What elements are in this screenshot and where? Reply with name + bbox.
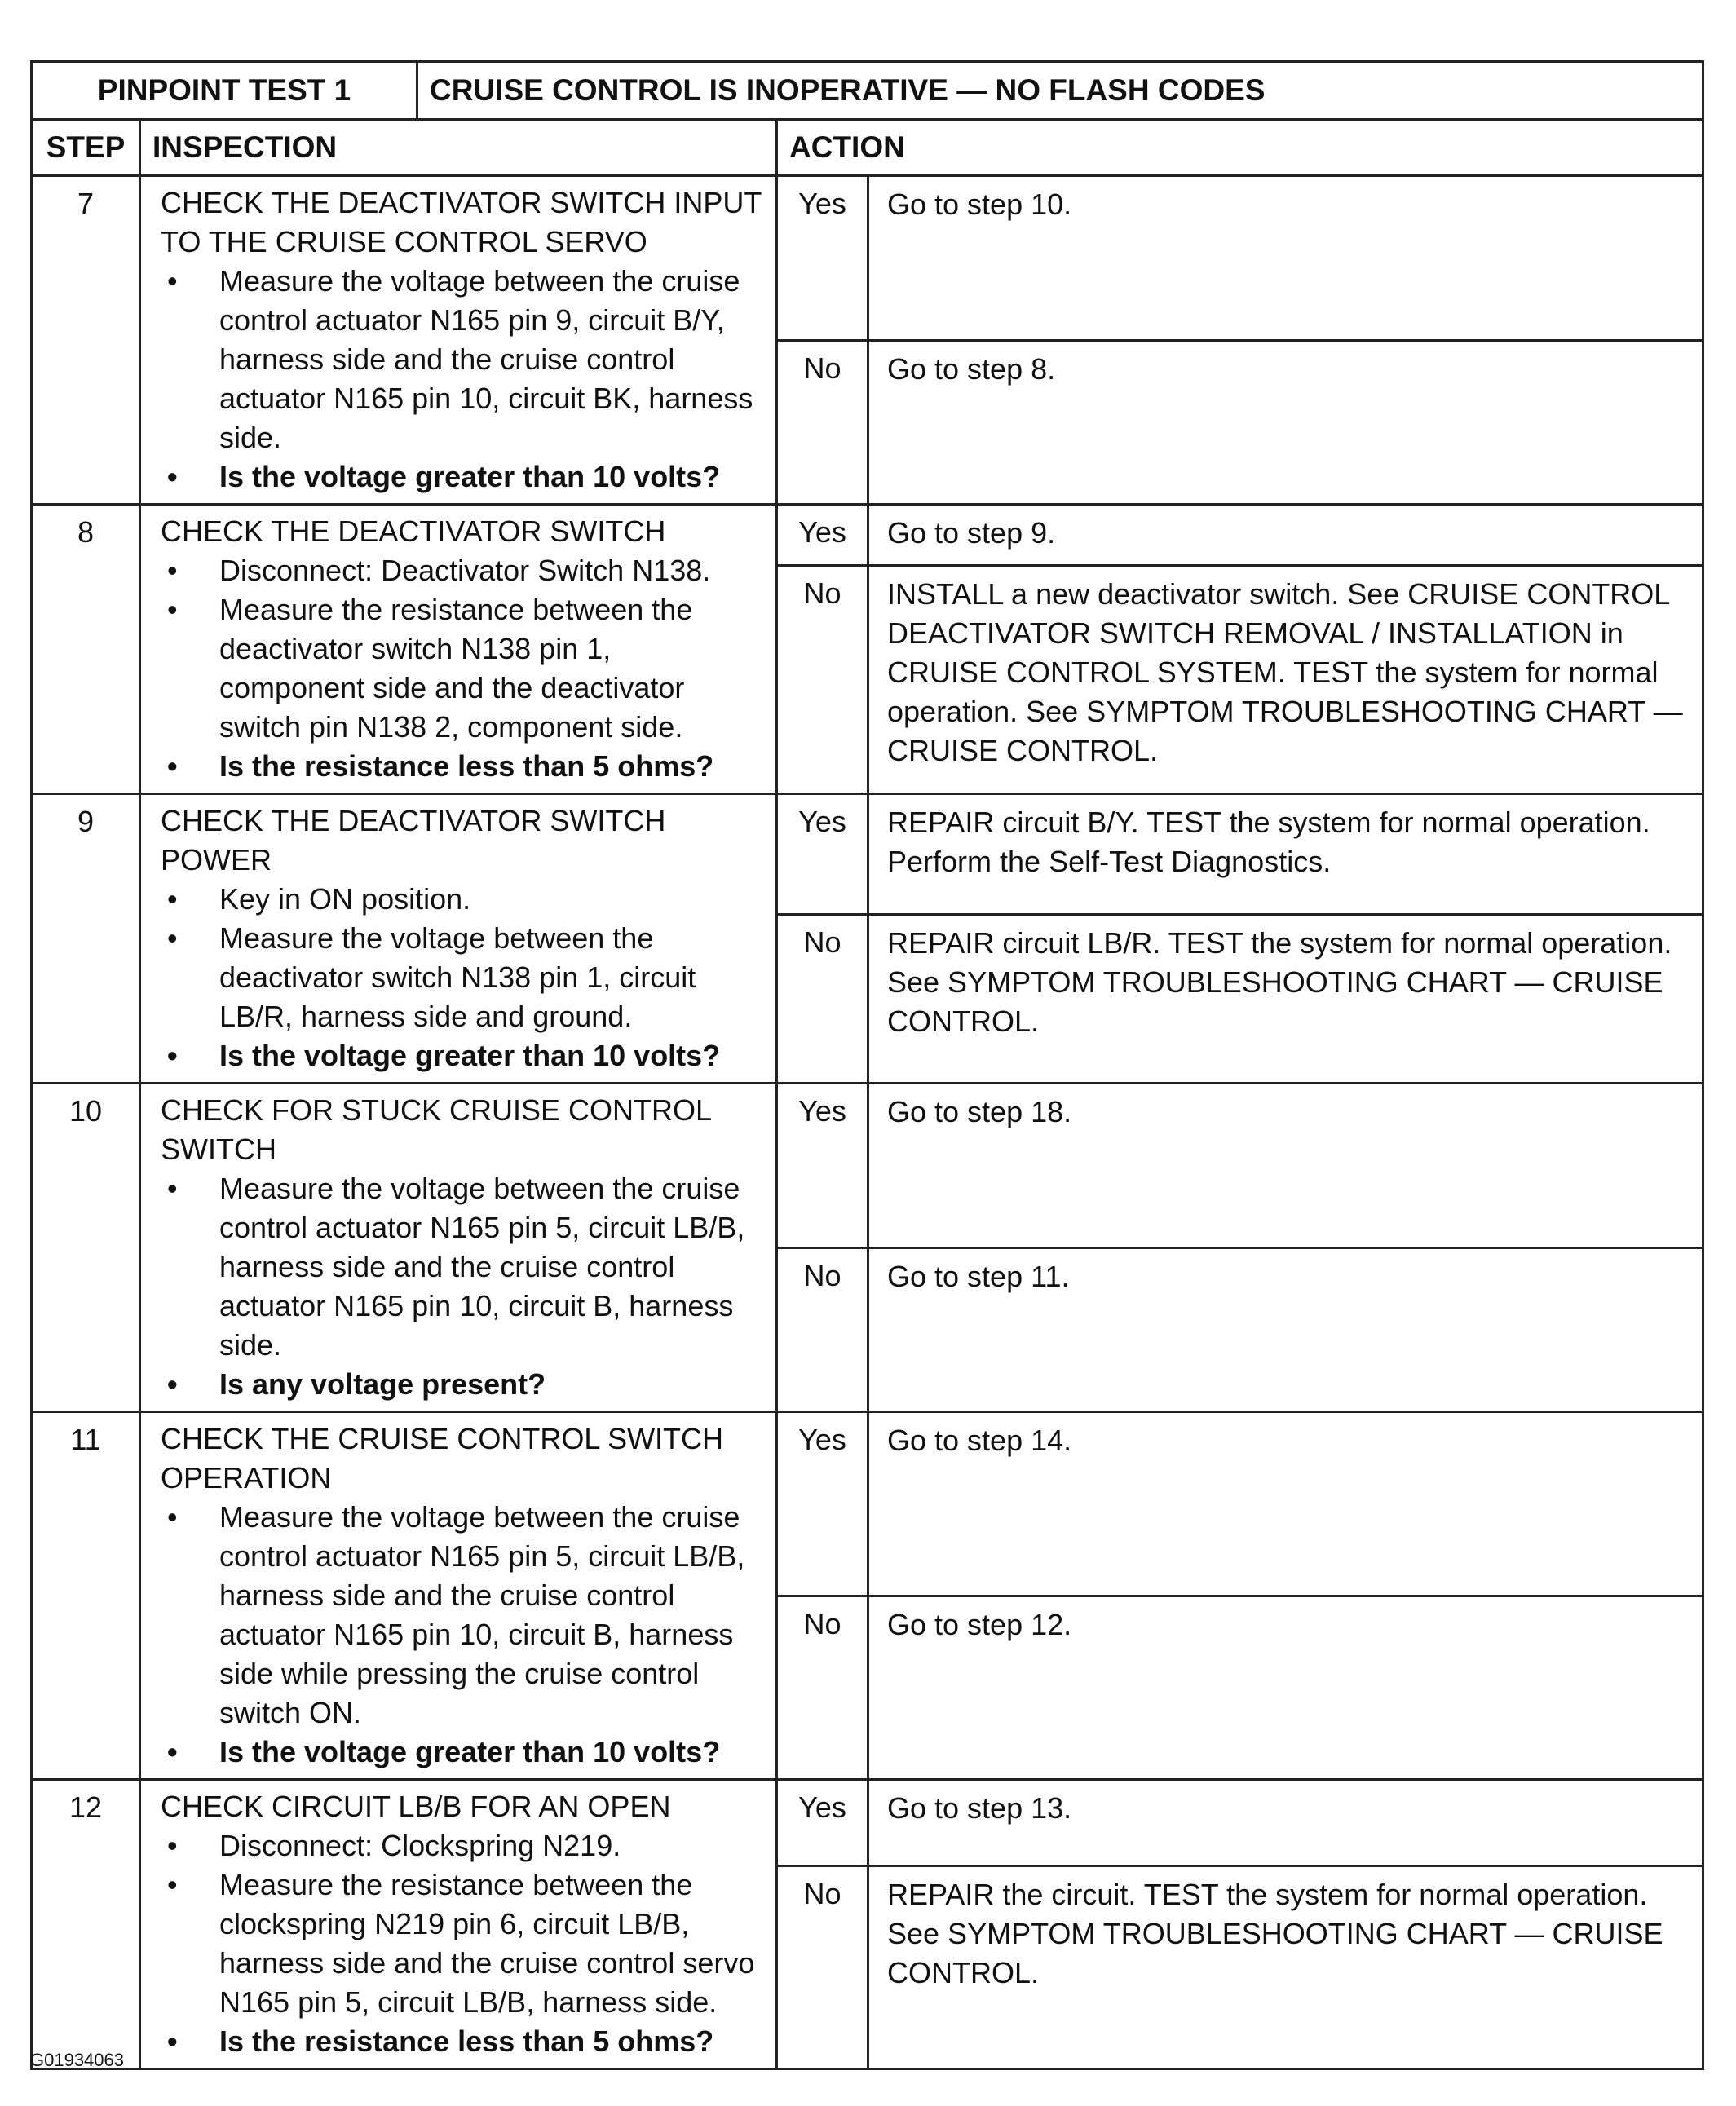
no-label: No — [777, 914, 868, 1083]
no-action: INSTALL a new deactivator switch. See CRUISE CONTROL DEACTIVATOR SWITCH REMOVAL / INSTALLATION in CRUISE CONTROL SYSTEM. TEST the system for normal operation. See SYMPTOM TROUBLESHOOTING CHART — CRUISE CONTROL. — [868, 566, 1703, 794]
step-number: 9 — [32, 794, 140, 1084]
inspection-question: • Is the resistance less than 5 ohms? — [161, 2022, 764, 2061]
inspection-item: • Measure the voltage between the cruise control actuator N165 pin 5, circuit LB/B, harness side and the cruise control actuator N165 pin 10, circuit B, harness side while pressing the cruise control switch ON. — [161, 1498, 764, 1733]
inspection-list — [161, 880, 764, 1075]
test-label: PINPOINT TEST 1 — [32, 62, 417, 120]
inspection-item: • Disconnect: Deactivator Switch N138. — [161, 551, 764, 590]
inspection-item: • Measure the voltage between the cruise control actuator N165 pin 5, circuit LB/B, harness side and the cruise control actuator N165 pin 10, circuit B, harness side. — [161, 1169, 764, 1365]
yes-action: REPAIR circuit B/Y. TEST the system for normal operation. Perform the Self-Test Diagnostics. — [868, 794, 1703, 915]
no-label: No — [777, 1596, 868, 1780]
yes-action: Go to step 10. — [868, 176, 1703, 341]
yes-label: Yes — [777, 505, 868, 566]
yes-action: Go to step 18. — [868, 1084, 1703, 1248]
test-title: CRUISE CONTROL IS INOPERATIVE — NO FLASH CODES — [417, 62, 1703, 120]
inspection-question: • Is the voltage greater than 10 volts? — [161, 1733, 764, 1772]
inspection-cell — [140, 1084, 777, 1412]
step-row-yes — [32, 1084, 1703, 1248]
inspection-cell — [140, 176, 777, 505]
pinpoint-test-table — [30, 60, 1704, 2070]
column-header-row — [32, 120, 1703, 176]
inspection-title: CHECK FOR STUCK CRUISE CONTROL SWITCH — [161, 1093, 711, 1166]
column-header-inspection: INSPECTION — [140, 120, 777, 176]
table-body — [32, 62, 1703, 2069]
yes-action: Go to step 14. — [868, 1412, 1703, 1596]
no-label: No — [777, 1247, 868, 1412]
no-action: Go to step 8. — [868, 340, 1703, 505]
no-label: No — [777, 1865, 868, 2068]
inspection-question: • Is the resistance less than 5 ohms? — [161, 747, 764, 786]
inspection-question: • Is any voltage present? — [161, 1365, 764, 1404]
yes-label: Yes — [777, 1412, 868, 1596]
yes-label: Yes — [777, 1780, 868, 1866]
inspection-cell — [140, 1412, 777, 1780]
inspection-item: • Key in ON position. — [161, 880, 764, 919]
inspection-list — [161, 551, 764, 786]
yes-label: Yes — [777, 176, 868, 341]
inspection-title: CHECK CIRCUIT LB/B FOR AN OPEN — [161, 1790, 671, 1823]
step-number: 7 — [32, 176, 140, 505]
step-number: 8 — [32, 505, 140, 794]
no-label: No — [777, 566, 868, 794]
yes-label: Yes — [777, 794, 868, 915]
inspection-item: • Measure the voltage between the cruise control actuator N165 pin 9, circuit B/Y, harness side and the cruise control actuator N165 pin 10, circuit BK, harness side. — [161, 262, 764, 457]
step-row-yes — [32, 1780, 1703, 1866]
step-number: 11 — [32, 1412, 140, 1780]
inspection-item: • Disconnect: Clockspring N219. — [161, 1826, 764, 1865]
figure-id: G01934063 — [30, 2050, 124, 2070]
inspection-item: • Measure the voltage between the deactivator switch N138 pin 1, circuit LB/R, harness side and ground. — [161, 919, 764, 1036]
step-number: 10 — [32, 1084, 140, 1412]
inspection-item: • Measure the resistance between the deactivator switch N138 pin 1, component side and the deactivator switch pin N138 2, component side. — [161, 590, 764, 747]
step-number: 12 — [32, 1780, 140, 2069]
inspection-title: CHECK THE DEACTIVATOR SWITCH — [161, 514, 666, 548]
inspection-title: CHECK THE CRUISE CONTROL SWITCH OPERATION — [161, 1422, 724, 1495]
step-row-yes — [32, 176, 1703, 341]
yes-label: Yes — [777, 1084, 868, 1248]
no-action: REPAIR the circuit. TEST the system for normal operation. See SYMPTOM TROUBLESHOOTING CHART — CRUISE CONTROL. — [868, 1865, 1703, 2068]
no-action: Go to step 12. — [868, 1596, 1703, 1780]
no-action: Go to step 11. — [868, 1247, 1703, 1412]
inspection-title: CHECK THE DEACTIVATOR SWITCH INPUT TO THE CRUISE CONTROL SERVO — [161, 186, 762, 258]
column-header-action: ACTION — [777, 120, 1703, 176]
yes-action: Go to step 9. — [868, 505, 1703, 566]
no-action: REPAIR circuit LB/R. TEST the system for normal operation. See SYMPTOM TROUBLESHOOTING CHART — CRUISE CONTROL. — [868, 914, 1703, 1083]
inspection-cell — [140, 1780, 777, 2069]
step-row-yes — [32, 505, 1703, 566]
inspection-list — [161, 1169, 764, 1404]
inspection-title: CHECK THE DEACTIVATOR SWITCH POWER — [161, 804, 666, 876]
inspection-list — [161, 1826, 764, 2061]
title-row — [32, 62, 1703, 120]
yes-action: Go to step 13. — [868, 1780, 1703, 1866]
inspection-item: • Measure the resistance between the clockspring N219 pin 6, circuit LB/B, harness side and the cruise control servo N165 pin 5, circuit LB/B, harness side. — [161, 1865, 764, 2022]
column-header-step: STEP — [32, 120, 140, 176]
step-row-yes — [32, 794, 1703, 915]
inspection-list — [161, 262, 764, 497]
no-label: No — [777, 340, 868, 505]
step-row-yes — [32, 1412, 1703, 1596]
inspection-cell — [140, 505, 777, 794]
inspection-question: • Is the voltage greater than 10 volts? — [161, 457, 764, 497]
inspection-list — [161, 1498, 764, 1772]
inspection-cell — [140, 794, 777, 1084]
inspection-question: • Is the voltage greater than 10 volts? — [161, 1036, 764, 1075]
